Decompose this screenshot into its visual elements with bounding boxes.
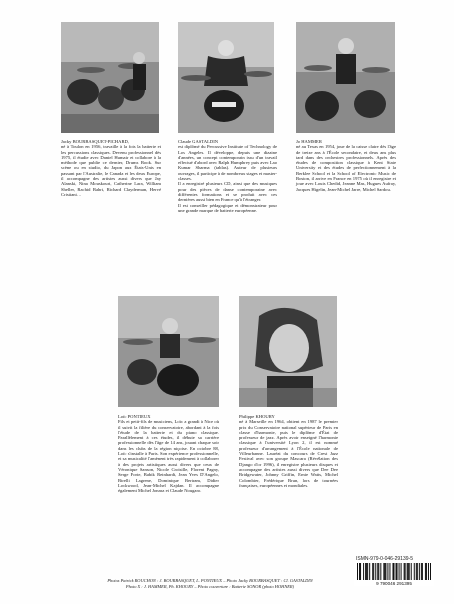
photo-jo-hammer [296, 22, 395, 133]
barcode-bar [407, 563, 408, 580]
bio-loic [118, 414, 219, 493]
credits-line-2: Photo X : J. HAMMER, Ph. KHOURY – Photo couverture : Batterie SONOR (photo HOHNER) [125, 583, 295, 589]
photo-jacky-bourbasquet [61, 22, 159, 133]
barcode-bar [419, 563, 420, 580]
barcode-bar [399, 563, 400, 580]
barcode-bar [369, 563, 370, 580]
barcode-bar [401, 563, 402, 580]
barcode-bar [396, 563, 397, 580]
barcode-bar [393, 563, 394, 580]
barcode-bar [385, 563, 386, 580]
barcode-bar [397, 563, 398, 580]
barcode-bar [421, 563, 422, 580]
barcode-bar [372, 563, 373, 580]
barcode-bar [428, 563, 429, 580]
barcode-bar [430, 563, 431, 580]
bio-text: Il a enregistré plusieurs CD, ainsi que des musiques pour des pièces de danse contemporaine avec différentes formations et se produit avec ces dernières aussi bien en France qu'à l'étranger. [178, 181, 277, 203]
bio-text: né au Texas en 1954, joue de la caisse claire dès l'âge de treize ans à l'École secondaire, et deux ans plus tard dans des orchestres professionnels. Après des études de composition classique à Kent State University et des études de perfectionnement à la Berklee School et la School of Electronic Music de Boston, il arrive en France en 1975 où il enregistre et joue avec Louis Chedid, Jeanne Mas, Hugues Aufray, Jacques Higelin, Jean-Michel Jarre, Michel Sardou. [296, 144, 396, 192]
barcode-bar [417, 563, 418, 580]
barcode [354, 563, 434, 586]
barcode-bar [383, 563, 384, 580]
photo-loic-pontieux [118, 296, 219, 407]
bio-claude [178, 139, 277, 213]
photo-claude-gastaldin [178, 22, 274, 133]
barcode-bar [387, 563, 388, 580]
barcode-bar [408, 563, 409, 580]
barcode-bar [389, 563, 390, 580]
bio-text: est diplômé du Percussive Institute of Technology de Los Angeles. Il développe, depuis une dizaine d'années, un concept contemporain issu d'un travail effectué d'abord avec Ralph Humphrey puis avec Lao Kumar Sharma (tablas). Auteur de plusieurs ouvrages, il participe à de nombreux stages et master-classes. [178, 144, 277, 182]
photo-credits [60, 578, 360, 589]
isbn-label: ISMN-979-0-046-29139-5 [356, 556, 413, 562]
bio-name: Philippe KHOURY [239, 414, 275, 419]
bio-philippe [239, 414, 338, 488]
barcode-digits: 9 790046 291395 [376, 581, 412, 586]
barcode-bar [416, 563, 417, 580]
barcode-bar [384, 563, 385, 580]
bio-text: né à Marseille en 1964, obtient en 1987 le premier prix du Conservatoire national supérieur de Paris en classe d'harmonie, puis le diplôme d'État de professeur de jazz. Après avoir enseigné l'harmonie classique à l'université Lyon 2, il est nommé professeur d'arrangement à l'École nationale de Villeurbanne. Lauréat du concours de Crest Jazz Festival avec son groupe Mascara (Révélation des Django d'or 1996), il enregistre plusieurs disques et accompagne des artistes aussi divers que Dee Dee Bridgewater, Johnny Griffin, Ernie Watts, Michel Colombier, Frédérique Brun, lors de tournées françaises, européennes et mondiales. [239, 419, 338, 488]
bio-name: Jo HAMMER [296, 139, 322, 144]
barcode-bar [411, 563, 412, 580]
bio-jo [296, 139, 396, 192]
bio-name: Jacky BOURBASQUET-PICHARD, [61, 139, 129, 144]
barcode-bar [414, 563, 415, 580]
barcode-bar [404, 563, 405, 580]
barcode-bar [425, 563, 426, 580]
barcode-bar [392, 563, 393, 580]
bio-name: Loïc PONTIEUX [118, 414, 151, 419]
barcode-bar [422, 563, 423, 580]
bio-name: Claude GASTALDIN [178, 139, 219, 144]
bio-text: Fils et petit-fils de musiciens, Loïc a grandi à Nice où il suivit la filière du conservatoire, abordant à la fois l'étude de la batterie et du piano classique. Parallèlement à ces études, il débute sa carrière professionnelle dès l'âge de 14 ans, jouant chaque soir dans les clubs de la région niçoise. En octobre 88, Loïc s'installe à Paris. Son expérience professionnelle, et sa musicalité l'amènent très rapidement à collaborer à des projets artistiques aussi divers que ceux de Véronique Sanson, Nicole Croisille, Florent Pagny, Serge Forte, Babik Reinhardt, Jean Yves D'Angelo, Birelli Lagrene, Dominique Bertram, Didier Lockwood, Jean-Michel Kajdan. Il accompagne également Michel Jonasz et Claude Nougaro. [118, 419, 219, 494]
barcode-bar [367, 563, 368, 580]
bio-text: Il est conseiller pédagogique et démonstrateur pour une grande marque de batterie européenne. [178, 202, 277, 213]
barcode-bar [363, 563, 364, 580]
bio-text: né à Toulon en 1956, travaille à la fois la batterie et les percussions classiques. Devenu professionnel dès 1975, il étudie avec Daniel Humair et collabore à la méthode que publie ce dernier, Drums Book. Sur scène ou en studio, du Japon aux États-Unis en passant par l'Australie, le Canada et les deux Europe, il accompagne des artistes aussi divers que Jay Alanski, Nina Mouskouri, Catherine Lara, William Sheller, Rachid Bahri, Richard Clayderman, Hervé Cristiani… [61, 144, 161, 197]
barcode-bar [409, 563, 410, 580]
barcode-bar [380, 563, 381, 580]
barcode-bar [360, 563, 361, 580]
barcode-bar [375, 563, 376, 580]
barcode-bar [378, 563, 379, 580]
barcode-bar [426, 563, 427, 580]
barcode-bar [405, 563, 406, 580]
barcode-bar [365, 563, 366, 580]
barcode-bar [366, 563, 367, 580]
credits-line-1: Photos Patrick ROUCHON : J. BOURBASQUET, L. PONTIEUX – Photo Jacky BOURBASQUET : Cl. GASTALDIN [107, 578, 313, 583]
barcode-bar [373, 563, 374, 580]
photo-philippe-khoury [239, 296, 337, 407]
barcode-bar [377, 563, 378, 580]
bio-jacky [61, 139, 161, 197]
